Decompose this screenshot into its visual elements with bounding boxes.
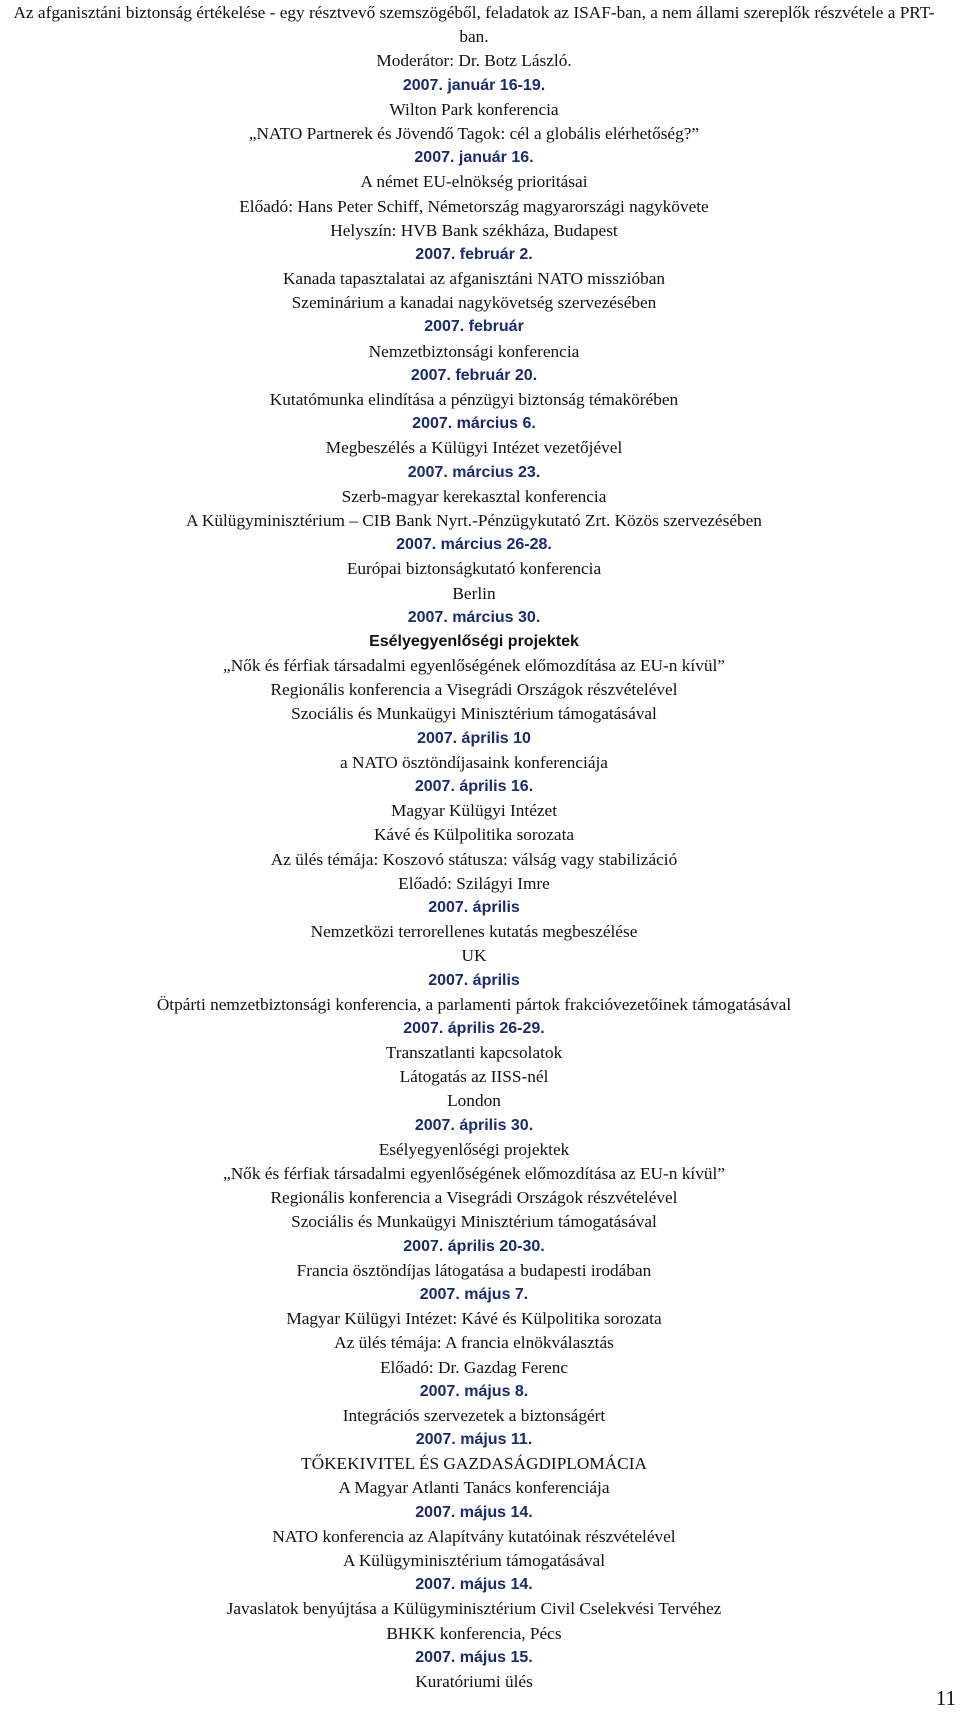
event-date: 2007. április 20-30. bbox=[403, 1237, 545, 1255]
event-date: 2007. február bbox=[424, 318, 524, 336]
event-text-line: Nemzetbiztonsági konferencia bbox=[368, 341, 580, 361]
event-date: 2007. április 26-29. bbox=[403, 1019, 545, 1037]
event-text-line: Javaslatok benyújtása a Külügyminisztérium Civil Cselekvési Tervéhez bbox=[226, 1599, 722, 1619]
event-date: 2007. május 15. bbox=[415, 1648, 533, 1666]
event-text-line: Az ülés témája: Koszovó státusza: válság vagy stabilizáció bbox=[270, 849, 678, 869]
event-date: 2007. május 7. bbox=[419, 1285, 529, 1303]
event-text-line: Integrációs szervezetek a biztonságért bbox=[342, 1405, 606, 1425]
event-date: 2007. március 30. bbox=[407, 608, 541, 626]
page-number: 11 bbox=[935, 1686, 956, 1710]
event-text-line: „Nők és férfiak társadalmi egyenlőségének előmozdítása az EU-n kívül” bbox=[223, 656, 725, 676]
event-text-line: Kutatómunka elindítása a pénzügyi biztonság témakörében bbox=[269, 390, 679, 410]
event-date: 2007. január 16. bbox=[414, 149, 534, 167]
event-text-line: A német EU-elnökség prioritásai bbox=[360, 172, 588, 192]
event-date: 2007. március 23. bbox=[407, 463, 541, 481]
event-text-line: Ötpárti nemzetbiztonsági konferencia, a parlamenti pártok frakcióvezetőinek támogatásával bbox=[156, 994, 792, 1014]
event-date: 2007. április 30. bbox=[414, 1116, 534, 1134]
event-date: 2007. március 6. bbox=[412, 415, 536, 433]
event-date: 2007. február 2. bbox=[415, 245, 533, 263]
event-text-line: Francia ösztöndíjas látogatása a budapesti irodában bbox=[296, 1260, 652, 1280]
event-date: 2007. május 11. bbox=[415, 1431, 533, 1449]
event-text-line: Magyar Külügyi Intézet: Kávé és Külpolitika sorozata bbox=[286, 1309, 662, 1329]
event-text-line: Magyar Külügyi Intézet bbox=[390, 801, 558, 821]
event-text-line: Előadó: Hans Peter Schiff, Németország magyarországi nagykövete bbox=[239, 196, 709, 216]
event-text-line: A Külügyminisztérium – CIB Bank Nyrt.-Pénzügykutató Zrt. Közös szervezésében bbox=[186, 510, 762, 530]
event-date: 2007. március 26-28. bbox=[396, 536, 552, 554]
event-date: 2007. május 14. bbox=[415, 1576, 533, 1594]
event-date: 2007. május 8. bbox=[419, 1382, 529, 1400]
event-text-line: A Külügyminisztérium támogatásával bbox=[342, 1551, 606, 1571]
event-text-line: TŐKEKIVITEL ÉS GAZDASÁGDIPLOMÁCIA bbox=[301, 1454, 647, 1474]
event-date: 2007. január 16-19. bbox=[402, 76, 546, 94]
event-text-line: Látogatás az IISS-nél bbox=[399, 1067, 549, 1087]
event-text-line: Moderátor: Dr. Botz László. bbox=[376, 51, 572, 71]
event-text-line: Esélyegyenlőségi projektek bbox=[378, 1139, 570, 1159]
event-text-line: Transzatlanti kapcsolatok bbox=[385, 1043, 563, 1063]
event-date: 2007. április 10 bbox=[417, 729, 531, 747]
event-text-line: Szerb-magyar kerekasztal konferencia bbox=[341, 486, 607, 506]
event-date: 2007. április bbox=[428, 971, 520, 989]
event-text-line: Helyszín: HVB Bank székháza, Budapest bbox=[330, 220, 618, 240]
event-text-line: Megbeszélés a Külügyi Intézet vezetőjével bbox=[325, 438, 623, 458]
event-text-line: Regionális konferencia a Visegrádi Országok részvételével bbox=[270, 1188, 678, 1208]
event-text-line: „Nők és férfiak társadalmi egyenlőségének előmozdítása az EU-n kívül” bbox=[223, 1164, 725, 1184]
event-text-line: Berlin bbox=[452, 583, 496, 603]
event-text-line: Szeminárium a kanadai nagykövetség szervezésében bbox=[291, 293, 657, 313]
event-text-line: London bbox=[447, 1091, 501, 1111]
event-text-line: BHKK konferencia, Pécs bbox=[386, 1623, 562, 1643]
event-date: 2007. április bbox=[428, 898, 520, 916]
event-text-line: UK bbox=[461, 946, 487, 966]
event-description: Az afganisztáni biztonság értékelése - egy résztvevő szemszögéből, feladatok az ISAF-ban, a nem állami szereplők részvétele a PRT-ban. bbox=[13, 3, 935, 47]
event-text-line: Kávé és Külpolitika sorozata bbox=[373, 825, 575, 845]
event-date: 2007. május 14. bbox=[415, 1503, 533, 1521]
event-text-line: a NATO ösztöndíjasaink konferenciája bbox=[340, 752, 608, 772]
event-date: 2007. február 20. bbox=[410, 366, 538, 384]
event-text-line: Regionális konferencia a Visegrádi Országok részvételével bbox=[270, 680, 678, 700]
section-heading: Esélyegyenlőségi projektek bbox=[369, 632, 579, 650]
event-text-line: Előadó: Szilágyi Imre bbox=[398, 873, 550, 893]
event-text-line: Kuratóriumi ülés bbox=[415, 1671, 533, 1691]
event-text-line: Wilton Park konferencia bbox=[389, 99, 559, 119]
event-text-line: Előadó: Dr. Gazdag Ferenc bbox=[379, 1357, 569, 1377]
event-text-line: „NATO Partnerek és Jövendő Tagok: cél a globális elérhetőség?” bbox=[248, 123, 700, 143]
event-text-line: Nemzetközi terrorellenes kutatás megbeszélése bbox=[310, 922, 638, 942]
event-text-line: Európai biztonságkutató konferencia bbox=[346, 559, 602, 579]
event-text-line: Szociális és Munkaügyi Minisztérium támogatásával bbox=[291, 704, 657, 724]
event-text-line: Kanada tapasztalatai az afganisztáni NATO misszióban bbox=[282, 269, 666, 289]
event-date: 2007. április 16. bbox=[414, 778, 534, 796]
event-text-line: Az ülés témája: A francia elnökválasztás bbox=[334, 1333, 614, 1353]
event-text-line: NATO konferencia az Alapítvány kutatóinak részvételével bbox=[272, 1526, 676, 1546]
event-text-line: A Magyar Atlanti Tanács konferenciája bbox=[338, 1478, 610, 1498]
event-text-line: Szociális és Munkaügyi Minisztérium támogatásával bbox=[291, 1212, 657, 1232]
